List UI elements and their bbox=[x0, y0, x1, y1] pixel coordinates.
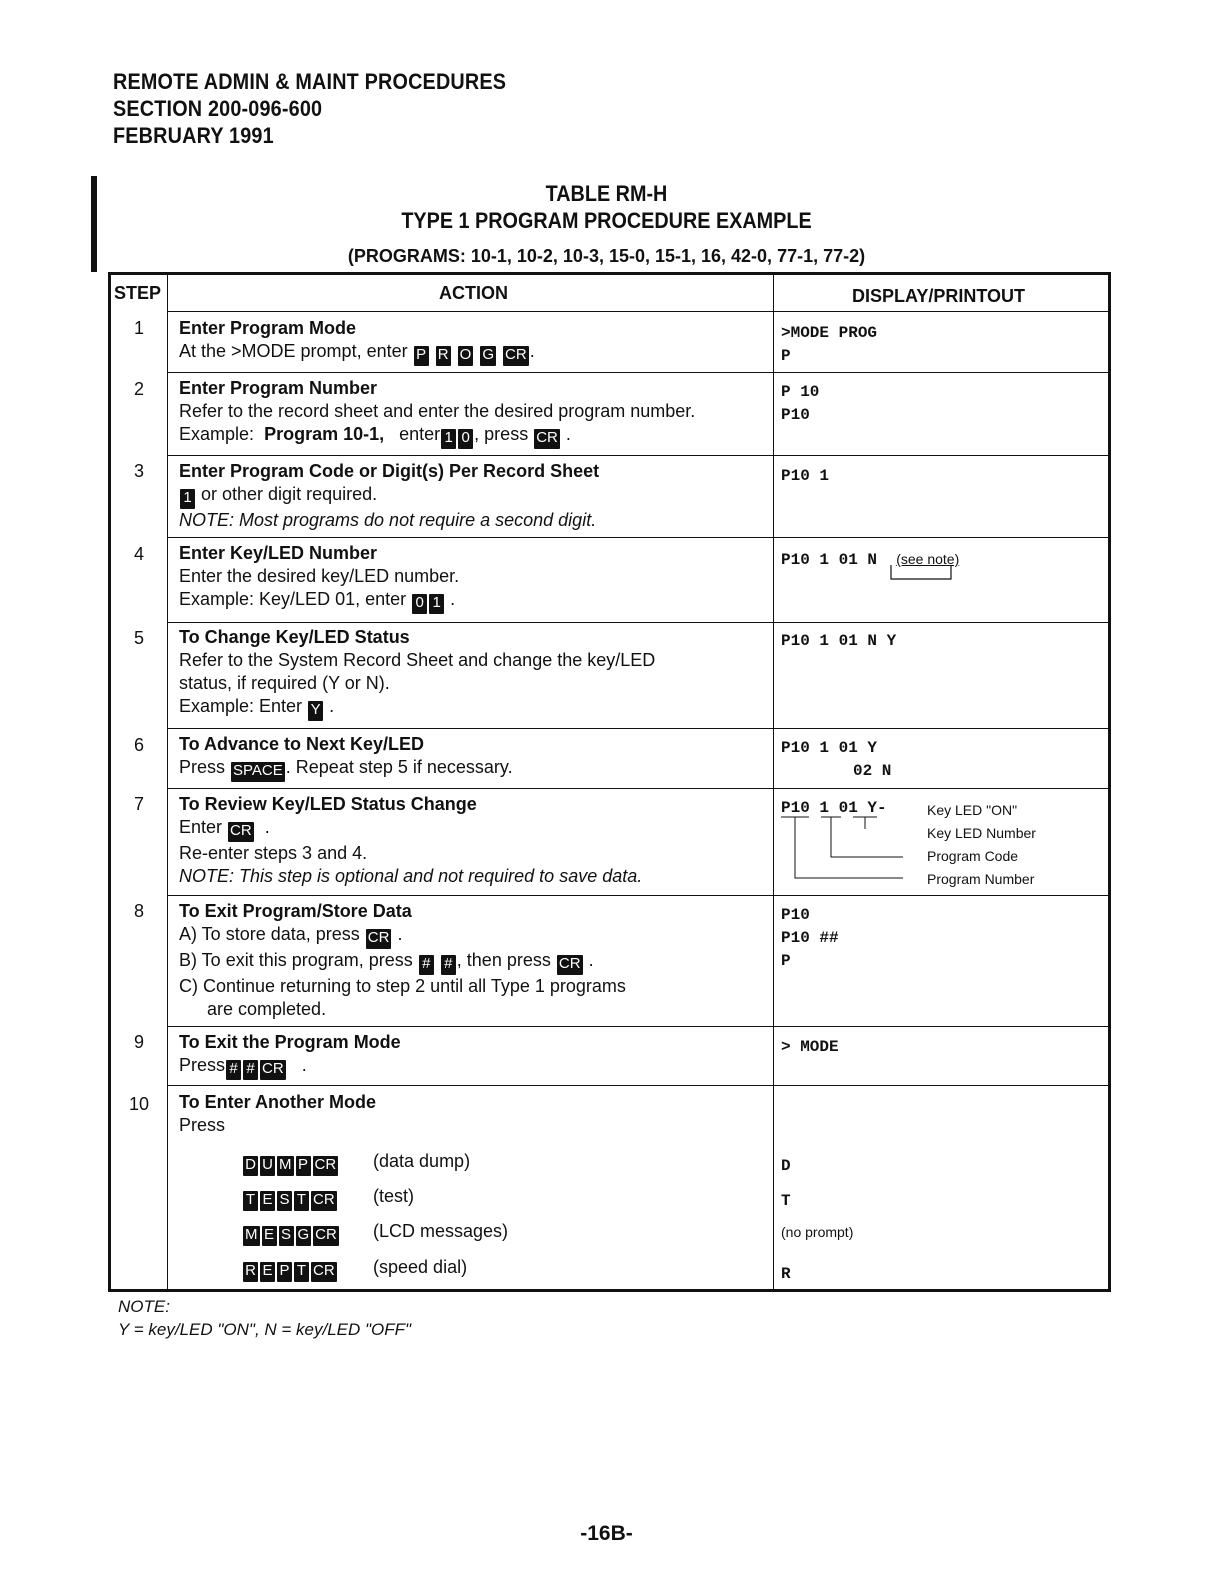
key-pound: # bbox=[419, 955, 434, 975]
punctuation: . bbox=[565, 424, 571, 444]
step-display bbox=[781, 904, 839, 973]
mode-keys bbox=[242, 1221, 368, 1246]
step-display: > MODE bbox=[781, 1038, 839, 1056]
mode-keys bbox=[242, 1151, 368, 1176]
display-line: 02 N bbox=[853, 762, 892, 780]
step-number: 4 bbox=[133, 544, 144, 564]
step-display: P10 1 01 Y- bbox=[781, 799, 887, 817]
step-instruction bbox=[179, 483, 779, 509]
key-pound: # bbox=[441, 955, 456, 975]
step-instruction: status, if required (Y or N). bbox=[179, 673, 390, 693]
table-footnote bbox=[118, 1295, 411, 1341]
step-number: 10 bbox=[128, 1094, 150, 1114]
step-title: To Review Key/LED Status Change bbox=[179, 794, 477, 814]
key-space: SPACE bbox=[231, 762, 285, 782]
key-s: S bbox=[279, 1226, 294, 1246]
footnote-label: NOTE: bbox=[118, 1297, 170, 1316]
key-cr: CR bbox=[313, 1156, 339, 1176]
step-action bbox=[179, 1091, 779, 1137]
instruction-text: or other digit required. bbox=[201, 484, 378, 504]
page-number: -16B- bbox=[580, 1522, 633, 1545]
row-divider bbox=[167, 311, 1108, 312]
key-cr: CR bbox=[366, 929, 392, 949]
row-divider bbox=[167, 895, 1108, 896]
key-p: P bbox=[277, 1262, 292, 1282]
step-display: P10 1 bbox=[781, 467, 830, 485]
key-o: O bbox=[458, 346, 474, 366]
step-number: 2 bbox=[133, 379, 144, 399]
row-divider bbox=[167, 1085, 1108, 1086]
procedure-table bbox=[108, 272, 1111, 1292]
header-title: REMOTE ADMIN & MAINT PROCEDURES bbox=[113, 69, 507, 94]
step-option-b bbox=[179, 949, 779, 975]
row-divider bbox=[167, 1026, 1108, 1027]
step-title: To Exit Program/Store Data bbox=[179, 901, 412, 921]
step-action bbox=[179, 900, 779, 1021]
table-title: TYPE 1 PROGRAM PROCEDURE EXAMPLE bbox=[401, 208, 812, 233]
step-title: Enter Program Number bbox=[179, 378, 378, 398]
header-date: FEBRUARY 1991 bbox=[113, 123, 274, 148]
step-example bbox=[179, 588, 779, 614]
footnote-text: Y = key/LED "ON", N = key/LED "OFF" bbox=[118, 1320, 412, 1339]
step-instruction bbox=[179, 816, 779, 842]
legend-label: Program Number bbox=[927, 871, 1035, 887]
step-action bbox=[179, 460, 779, 532]
key-r: R bbox=[436, 346, 451, 366]
display-line: P10 1 01 N bbox=[781, 551, 878, 569]
key-pound: # bbox=[226, 1060, 241, 1080]
bracket-indicator bbox=[881, 563, 971, 583]
key-p: P bbox=[414, 346, 429, 366]
instruction-text: , then press bbox=[456, 950, 551, 970]
instruction-text: , press bbox=[474, 424, 529, 444]
step-action bbox=[179, 1031, 779, 1080]
step-number: 6 bbox=[133, 735, 144, 755]
step-title: Enter Key/LED Number bbox=[179, 543, 378, 563]
step-action bbox=[179, 793, 779, 888]
step-instruction bbox=[179, 1054, 779, 1080]
legend-label: Program Code bbox=[927, 848, 1019, 864]
key-1: 1 bbox=[441, 429, 456, 449]
table-id: TABLE RM-H bbox=[545, 181, 668, 206]
step-display bbox=[781, 737, 891, 783]
key-e: E bbox=[260, 1262, 275, 1282]
step-option-a bbox=[179, 923, 779, 949]
mode-row bbox=[242, 1221, 508, 1246]
column-header-action: ACTION bbox=[439, 283, 508, 303]
step-note: NOTE: This step is optional and not required to save data. bbox=[179, 866, 643, 886]
display-line: P10 ## bbox=[781, 929, 839, 947]
table-subtitle: (PROGRAMS: 10-1, 10-2, 10-3, 15-0, 15-1, 16, 42-0, 77-1, 77-2) bbox=[347, 246, 866, 266]
mode-display: D bbox=[781, 1157, 791, 1175]
display-line: P10 bbox=[781, 406, 810, 424]
punctuation: . bbox=[301, 1055, 307, 1075]
key-m: M bbox=[243, 1226, 260, 1246]
step-title: Enter Program Mode bbox=[179, 318, 357, 338]
step-number: 9 bbox=[133, 1032, 144, 1052]
instruction-text: B) To exit this program, press bbox=[179, 950, 413, 970]
mode-display: T bbox=[781, 1192, 791, 1210]
key-cr: CR bbox=[228, 822, 254, 842]
key-m: M bbox=[277, 1156, 294, 1176]
display-line: P10 1 01 Y bbox=[781, 739, 878, 757]
step-instruction: Enter the desired key/LED number. bbox=[179, 566, 460, 586]
punctuation: . bbox=[264, 817, 270, 837]
mode-description: (LCD messages) bbox=[373, 1221, 509, 1241]
instruction-text: Press bbox=[179, 1055, 226, 1075]
step-instruction bbox=[179, 340, 779, 366]
instruction-text: Enter bbox=[179, 817, 223, 837]
mode-description: (speed dial) bbox=[373, 1257, 468, 1277]
step-title: To Exit the Program Mode bbox=[179, 1032, 401, 1052]
step-instruction: Re-enter steps 3 and 4. bbox=[179, 843, 368, 863]
key-1: 1 bbox=[429, 594, 444, 614]
punctuation: . bbox=[529, 341, 535, 361]
step-instruction: Refer to the System Record Sheet and change the key/LED bbox=[179, 650, 656, 670]
mode-row bbox=[242, 1151, 470, 1176]
key-0: 0 bbox=[412, 594, 427, 614]
step-action bbox=[179, 626, 779, 721]
row-divider bbox=[167, 728, 1108, 729]
instruction-text: A) To store data, press bbox=[179, 924, 360, 944]
step-title: To Change Key/LED Status bbox=[179, 627, 410, 647]
punctuation: . bbox=[588, 950, 594, 970]
header-section: SECTION 200-096-600 bbox=[113, 96, 323, 121]
key-t: T bbox=[294, 1262, 309, 1282]
step-title: To Advance to Next Key/LED bbox=[179, 734, 425, 754]
display-note: (see note) bbox=[896, 551, 960, 567]
step-action bbox=[179, 377, 779, 449]
key-cr: CR bbox=[313, 1226, 339, 1246]
step-display bbox=[781, 381, 819, 427]
key-t: T bbox=[243, 1191, 258, 1211]
instruction-text: . Repeat step 5 if necessary. bbox=[285, 757, 513, 777]
display-line: >MODE PROG bbox=[781, 324, 878, 342]
key-e: E bbox=[260, 1191, 275, 1211]
key-pound: # bbox=[243, 1060, 258, 1080]
display-line: P bbox=[781, 952, 791, 970]
display-line: P 10 bbox=[781, 383, 820, 401]
instruction-text: Example: Enter bbox=[179, 696, 303, 716]
punctuation: . bbox=[397, 924, 403, 944]
step-number: 7 bbox=[133, 794, 144, 814]
document-header bbox=[113, 68, 506, 149]
step-example bbox=[179, 423, 779, 449]
punctuation: . bbox=[450, 589, 456, 609]
key-cr: CR bbox=[311, 1262, 337, 1282]
mode-description: (test) bbox=[373, 1186, 415, 1206]
key-cr: CR bbox=[557, 955, 583, 975]
step-title: Enter Program Code or Digit(s) Per Record Sheet bbox=[179, 461, 600, 481]
field-legend bbox=[927, 799, 1036, 891]
key-u: U bbox=[260, 1156, 275, 1176]
step-title: To Enter Another Mode bbox=[179, 1092, 376, 1112]
key-cr: CR bbox=[260, 1060, 286, 1080]
key-p: P bbox=[296, 1156, 311, 1176]
step-number: 5 bbox=[133, 628, 144, 648]
instruction-text: At the >MODE prompt, enter bbox=[179, 341, 408, 361]
legend-label: Key LED Number bbox=[927, 825, 1036, 841]
step-instruction bbox=[179, 756, 779, 782]
instruction-text: enter bbox=[399, 424, 441, 444]
key-y: Y bbox=[308, 701, 323, 721]
instruction-text: Press bbox=[179, 757, 226, 777]
step-display bbox=[781, 322, 877, 368]
key-g: G bbox=[296, 1226, 312, 1246]
column-divider bbox=[167, 275, 168, 1289]
key-cr: CR bbox=[534, 429, 560, 449]
column-header-step: STEP bbox=[114, 283, 162, 303]
display-line: P bbox=[781, 347, 791, 365]
step-action bbox=[179, 542, 779, 614]
mode-keys bbox=[242, 1257, 368, 1282]
punctuation: . bbox=[329, 696, 335, 716]
mode-row bbox=[242, 1257, 467, 1282]
mode-description: (data dump) bbox=[373, 1151, 471, 1171]
row-divider bbox=[167, 455, 1108, 456]
step-number: 3 bbox=[133, 461, 144, 481]
step-instruction: Press bbox=[179, 1115, 226, 1135]
step-note: NOTE: Most programs do not require a second digit. bbox=[179, 510, 597, 530]
row-divider bbox=[167, 622, 1108, 623]
key-1: 1 bbox=[180, 489, 195, 509]
key-r: R bbox=[243, 1262, 258, 1282]
mode-display: R bbox=[781, 1265, 791, 1283]
step-example bbox=[179, 695, 779, 721]
key-cr: CR bbox=[503, 346, 529, 366]
step-action bbox=[179, 317, 779, 366]
step-instruction: Refer to the record sheet and enter the desired program number. bbox=[179, 401, 696, 421]
step-option-c: C) Continue returning to step 2 until all Type 1 programs bbox=[179, 976, 626, 996]
mode-row bbox=[242, 1186, 414, 1211]
key-s: S bbox=[277, 1191, 292, 1211]
step-action bbox=[179, 733, 779, 782]
example-label: Example: bbox=[179, 424, 255, 444]
key-0: 0 bbox=[458, 429, 473, 449]
display-line: P10 bbox=[781, 906, 810, 924]
field-callout-lines bbox=[779, 815, 919, 885]
row-divider bbox=[167, 372, 1108, 373]
step-display: P10 1 01 N Y bbox=[781, 632, 897, 650]
instruction-text: Example: Key/LED 01, enter bbox=[179, 589, 407, 609]
step-number: 1 bbox=[133, 318, 144, 338]
step-option-c-cont: are completed. bbox=[207, 999, 327, 1019]
column-header-display: DISPLAY/PRINTOUT bbox=[852, 286, 1026, 306]
legend-label: Key LED "ON" bbox=[927, 802, 1018, 818]
mode-keys bbox=[242, 1186, 368, 1211]
key-cr: CR bbox=[311, 1191, 337, 1211]
key-t: T bbox=[294, 1191, 309, 1211]
key-d: D bbox=[243, 1156, 258, 1176]
example-program: Program 10-1, bbox=[264, 424, 385, 444]
row-divider bbox=[167, 537, 1108, 538]
key-e: E bbox=[262, 1226, 277, 1246]
row-divider bbox=[167, 788, 1108, 789]
mode-display: (no prompt) bbox=[781, 1224, 854, 1240]
step-number: 8 bbox=[133, 901, 144, 921]
key-g: G bbox=[480, 346, 496, 366]
